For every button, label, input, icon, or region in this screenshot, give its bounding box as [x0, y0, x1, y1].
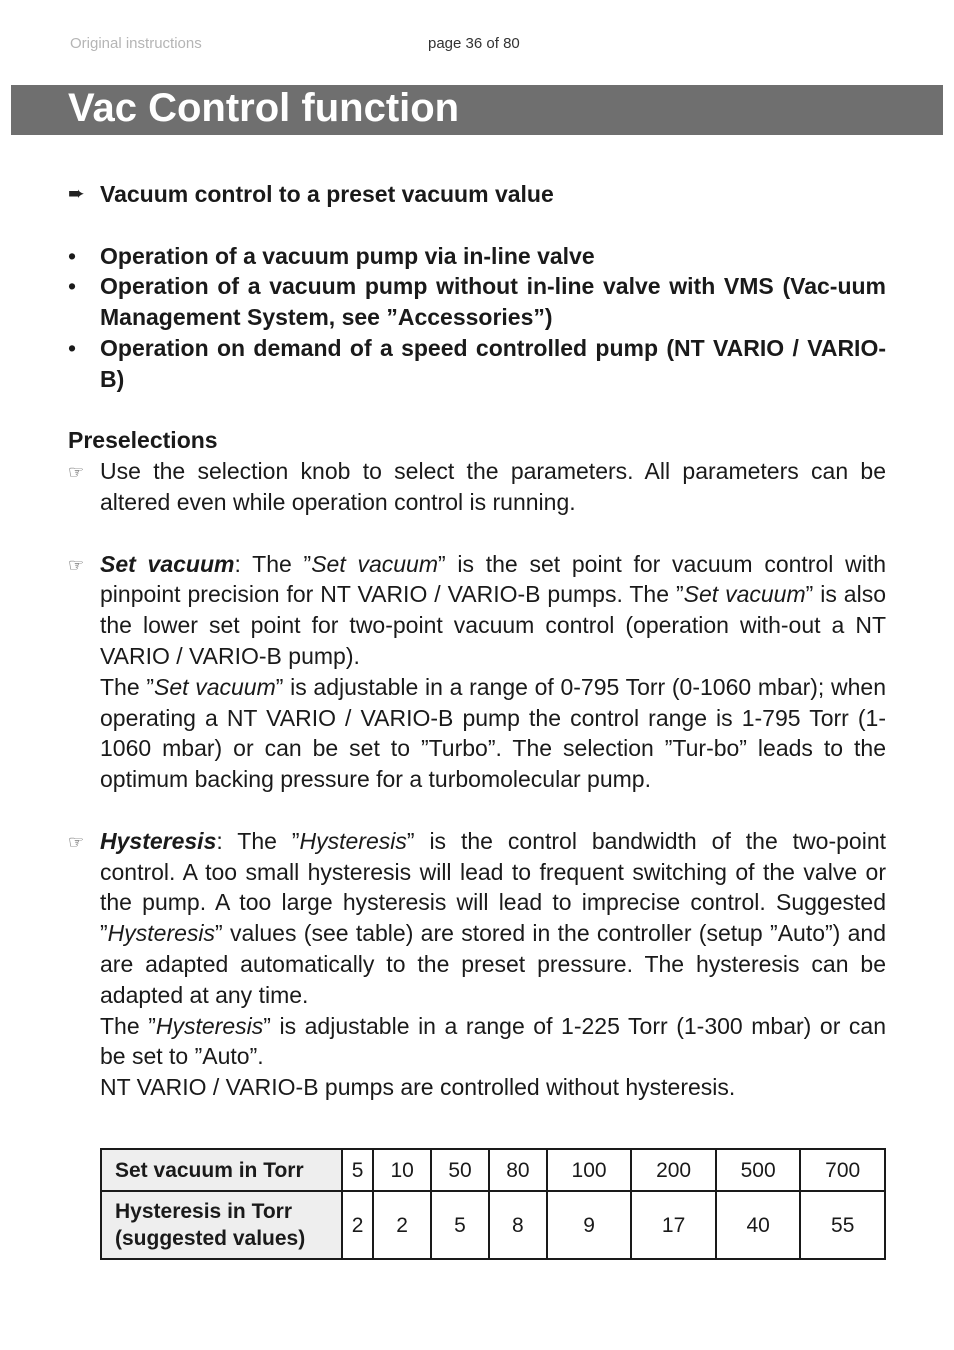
table-cell: 200	[631, 1149, 716, 1191]
pointing-hand-icon: ☞	[68, 462, 85, 483]
hysteresis-table	[100, 1148, 886, 1260]
bullet-icon: •	[68, 334, 77, 361]
table-cell: 17	[631, 1191, 716, 1259]
main-content	[68, 179, 886, 1103]
table-row	[101, 1149, 885, 1191]
preselections-paragraph	[68, 456, 886, 518]
table-cell: 2	[373, 1191, 431, 1259]
title-bar	[11, 85, 943, 135]
set-vacuum-term: Set vacuum	[100, 550, 235, 577]
bullet-icon: •	[68, 273, 77, 300]
hysteresis-text-3: NT VARIO / VARIO-B pumps are controlled without hysteresis.	[100, 1074, 736, 1101]
pointing-hand-icon: ☞	[68, 554, 85, 575]
table-cell: 55	[800, 1191, 885, 1259]
list-item-text: Operation of a vacuum pump without in-line valve with VMS (Vac-uum Management System, see ”Accessories”)	[100, 273, 886, 331]
row-label-set-vacuum: Set vacuum in Torr	[101, 1149, 342, 1191]
table-cell: 8	[489, 1191, 547, 1259]
list-item	[68, 333, 886, 395]
hysteresis-text-2: The ”Hysteresis” is adjustable in a range of 1-225 Torr (1-300 mbar) or can be set to ”Auto”.	[100, 1012, 887, 1070]
list-item	[68, 271, 886, 333]
set-vacuum-text-1: Set vacuum: The ”Set vacuum” is the set point for vacuum control with pinpoint precision for NT VARIO / VARIO-B pumps. The ”Set vacuum” is also the lower set point for two-point vacuum control (operation with-out a NT VARIO / VARIO-B pump).	[100, 550, 886, 669]
table-cell: 9	[547, 1191, 632, 1259]
list-item-text: Operation of a vacuum pump via in-line valve	[100, 242, 595, 269]
row-label-line: Hysteresis in Torr	[115, 1200, 293, 1223]
preselections-text: Use the selection knob to select the parameters. All parameters can be altered even while operation control is running.	[100, 458, 886, 515]
section-heading: Preselections	[68, 427, 218, 454]
page-number: page 36 of 80	[428, 35, 520, 52]
table-cell: 500	[716, 1149, 801, 1191]
table-cell: 80	[489, 1149, 547, 1191]
bullet-icon: •	[68, 242, 77, 269]
arrow-heading-text: Vacuum control to a preset vacuum value	[100, 181, 554, 207]
table-cell: 10	[373, 1149, 431, 1191]
row-label-line: (suggested values)	[115, 1227, 306, 1250]
table-cell: 100	[547, 1149, 632, 1191]
table-row	[101, 1191, 885, 1259]
set-vacuum-paragraph	[68, 549, 886, 795]
hysteresis-text-1: Hysteresis: The ”Hysteresis” is the control bandwidth of the two-point control. A too small hysteresis will lead to frequent switching of the valve or the pump. A too large hysteresis will lead to imprecise control. Suggested ”Hysteresis” values (see table) are stored in the controller (setup ”Auto”) and are adapted automatically to the preset pressure. The hysteresis can be adapted at any time.	[100, 827, 886, 1008]
hysteresis-paragraph	[68, 826, 886, 1103]
header-left-text: Original instructions	[70, 35, 202, 52]
table-cell: 50	[431, 1149, 489, 1191]
hysteresis-term: Hysteresis	[100, 827, 217, 854]
table-cell: 5	[431, 1191, 489, 1259]
table-cell: 2	[342, 1191, 373, 1259]
arrow-heading	[68, 179, 886, 210]
right-arrow-icon: ➨	[68, 183, 85, 205]
table-cell: 5	[342, 1149, 373, 1191]
table-cell: 40	[716, 1191, 801, 1259]
list-item-text: Operation on demand of a speed controlled pump (NT VARIO / VARIO-B)	[100, 334, 886, 392]
table-cell: 700	[800, 1149, 885, 1191]
pointing-hand-icon: ☞	[68, 831, 85, 852]
set-vacuum-text-2: The ”Set vacuum” is adjustable in a range of 0-795 Torr (0-1060 mbar); when operating a NT VARIO / VARIO-B pump the control range is 1-795 Torr (1-1060 mbar) or can be set to ”Turbo”. The selection ”Tur-bo” leads to the optimum backing pressure for a turbomolecular pump.	[100, 673, 886, 793]
row-label-hysteresis	[101, 1191, 342, 1259]
list-item	[68, 241, 886, 272]
page-title: Vac Control function	[68, 86, 460, 130]
